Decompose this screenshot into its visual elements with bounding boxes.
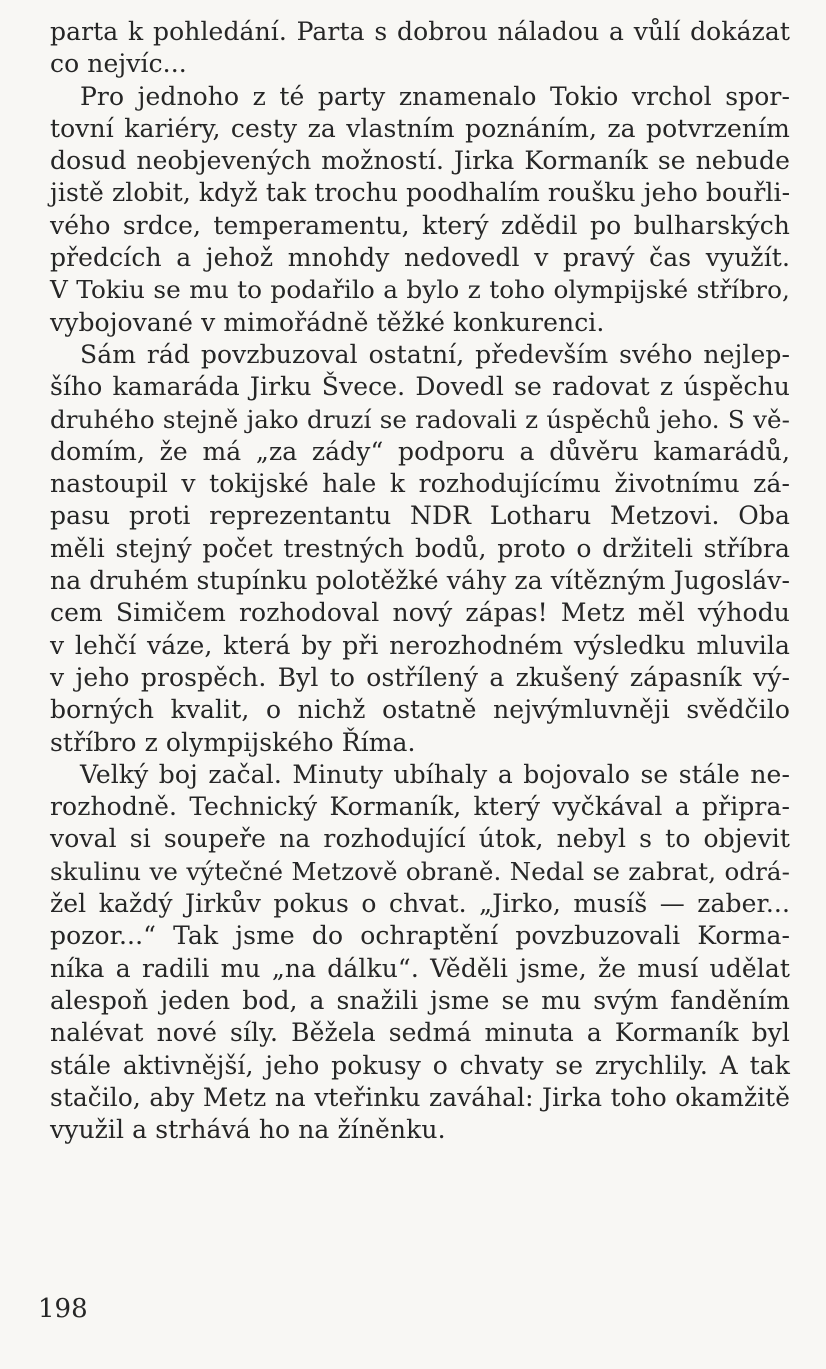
- body-text: [50, 16, 790, 1146]
- text-line: níka a radili mu „na dálku“. Věděli jsme, že musí udělat: [50, 953, 790, 983]
- text-line: nalévat nové síly. Běžela sedmá minuta a Kormaník byl: [50, 1018, 790, 1048]
- text-line: rozhodně. Technický Kormaník, který vyčkával a připra-: [50, 792, 790, 822]
- text-line: stačilo, aby Metz na vteřinku zaváhal: Jirka toho okamžitě: [50, 1082, 790, 1112]
- text-line: borných kvalit, o nichž ostatně nejvýmluvněji svědčilo: [50, 695, 790, 725]
- text-line: jistě zlobit, když tak trochu poodhalím roušku jeho bouřli-: [50, 178, 791, 208]
- text-line: co nejvíc...: [50, 49, 187, 79]
- text-line: skulinu ve výtečné Metzově obraně. Nedal se zabrat, odrá-: [50, 856, 790, 886]
- text-line: Velký boj začal. Minuty ubíhaly a bojovalo se stále ne-: [80, 759, 790, 789]
- text-line: Pro jednoho z té party znamenalo Tokio vrchol spor-: [80, 81, 790, 111]
- text-line: pozor...“ Tak jsme do ochraptění povzbuzovali Korma-: [50, 921, 790, 951]
- text-line: žel každý Jirkův pokus o chvat. „Jirko, musíš — zaber...: [50, 889, 790, 919]
- text-line: nastoupil v tokijské hale k rozhodujícímu životnímu zá-: [50, 469, 790, 499]
- text-line: vybojované v mimořádně těžké konkurenci.: [50, 307, 605, 337]
- text-line: v lehčí váze, která by při nerozhodném výsledku mluvila: [50, 630, 790, 660]
- text-line: vého srdce, temperamentu, který zdědil po bulharských: [50, 210, 790, 240]
- text-line: Sám rád povzbuzoval ostatní, především svého nejlep-: [80, 339, 790, 369]
- text-line: využil a strhává ho na žíněnku.: [50, 1115, 446, 1145]
- text-line: měli stejný počet trestných bodů, proto o držiteli stříbra: [50, 533, 790, 563]
- text-line: dosud neobjevených možností. Jirka Kormaník se nebude: [50, 146, 790, 176]
- text-line: šího kamaráda Jirku Švece. Dovedl se radovat z úspěchu: [50, 372, 790, 402]
- text-line: stříbro z olympijského Říma.: [50, 727, 416, 757]
- text-line: pasu proti reprezentantu NDR Lotharu Metzovi. Oba: [50, 501, 790, 531]
- text-line: druhého stejně jako druzí se radovali z úspěchů jeho. S vě-: [50, 404, 790, 434]
- text-line: v jeho prospěch. Byl to ostřílený a zkušený zápasník vý-: [50, 662, 790, 692]
- text-line: V Tokiu se mu to podařilo a bylo z toho olympijské stříbro,: [50, 275, 790, 305]
- text-line: voval si soupeře na rozhodující útok, nebyl s to objevit: [50, 824, 790, 854]
- text-line: alespoň jeden bod, a snažili jsme se mu svým fanděním: [50, 985, 790, 1015]
- text-line: předcích a jehož mnohdy nedovedl v pravý čas využít.: [50, 243, 790, 273]
- text-line: cem Simičem rozhodoval nový zápas! Metz měl výhodu: [50, 598, 790, 628]
- text-line: na druhém stupínku polotěžké váhy za vítězným Jugosláv-: [50, 566, 791, 596]
- text-line: stále aktivnější, jeho pokusy o chvaty se zrychlily. A tak: [50, 1050, 790, 1080]
- text-line: parta k pohledání. Parta s dobrou náladou a vůlí dokázat: [50, 17, 790, 46]
- text-line: tovní kariéry, cesty za vlastním poznáním, za potvrzením: [50, 113, 790, 143]
- page-number: 198: [38, 1294, 88, 1324]
- text-line: domím, že má „za zády“ podporu a důvěru kamarádů,: [50, 436, 790, 466]
